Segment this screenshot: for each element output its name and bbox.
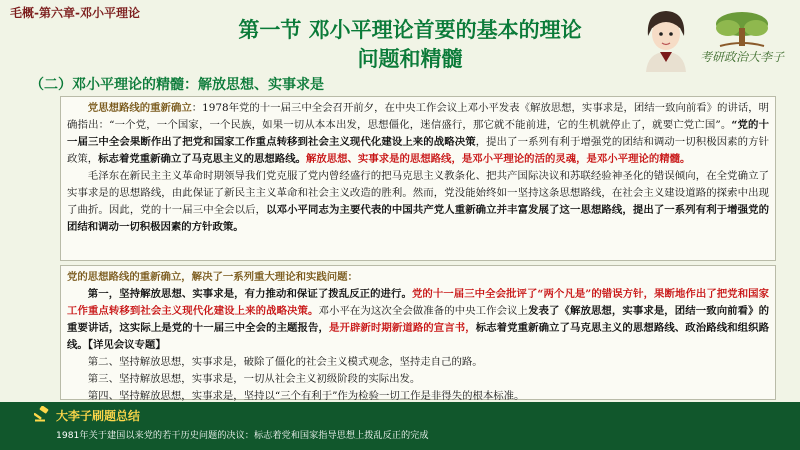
footer-text: 1981年关于建国以来党的若干历史问题的决议：标志着党和国家指导思想上拨乱反正的完成 [56, 430, 429, 441]
list-item-2: 第二、坚持解放思想，实事求是，破除了僵化的社会主义模式观念，坚持走自己的路。 [87, 356, 483, 368]
tree-icon [690, 10, 794, 50]
p1-text-d: 标志着党重新确立了马克思主义的思想路线。 [98, 153, 306, 165]
page-title [200, 16, 620, 74]
box2-heading-line [67, 269, 769, 286]
p2-text-b: 以邓小平同志为主要代表的中国共产党人重新确立并丰富发展了这一思想路线，提出了一系列有利于增强党的团结和调动一切积极因素的方针政策。 [67, 204, 770, 233]
content-box-problems-solved [60, 265, 776, 400]
brand-name: 考研政治大李子 [699, 50, 784, 64]
item1-text-d: 发表了《解放思想，实事求是，团结一致向前看》的重要讲话，这实际上是党的十一届三中全会的主题报告， [67, 305, 770, 334]
p1-text-a: ：1978年党的十一届三中全会召开前夕，在中央工作会议上邓小平发表《解放思想，实事求是，团结一致向前看》的讲话，明确指出：“一个党，一个国家，一个民族，如果一切从本本出发，思想僵化，迷信盛行，那它就不能前进，它的生机就停止了，就要亡党亡国”。 [67, 102, 769, 131]
paragraph-1 [67, 100, 769, 168]
summary-footer [0, 402, 800, 450]
item1-text-a: 第一，坚持解放思想、实事求是，有力推动和保证了拨乱反正的进行。 [87, 288, 412, 300]
list-item-3: 第三、坚持解放思想，实事求是，一切从社会主义初级阶段的实际出发。 [87, 373, 421, 385]
content-box-route-reestablished [60, 96, 776, 261]
presenter-avatar-icon [640, 6, 692, 72]
p2-text-a: 毛泽东在新民主主义革命时期领导我们党克服了党内曾经盛行的把马克思主义教条化、把共产国际决议和苏联经验神圣化的错误倾向，在全党确立了实事求是的思想路线，由此保证了新民主主义革命和社会主义改造的胜利。然而，党没能始终如一坚持这条思想路线，在社会主义建设道路的探索中出现了曲折。因此，党的十一届三中全会以后， [67, 170, 769, 216]
box2-heading-colon: ： [347, 271, 358, 283]
footer-title: 大李子刷题总结 [56, 409, 141, 423]
title-line-1: 第一节 邓小平理论首要的基本的理论 [238, 18, 582, 42]
title-line-2: 问题和精髓 [357, 47, 463, 71]
item1-text-f: 标志着党重新确立了马克思主义的思想路线、政治路线和组织路线。 [67, 322, 770, 351]
item1-text-c: 邓小平在为这次全会做准备的中央工作会议上 [318, 305, 529, 317]
gavel-icon [34, 406, 50, 422]
chapter-tag: 毛概-第六章-邓小平理论 [10, 6, 140, 20]
p1-text-c: ，提出了一系列有利于增强党的团结和调动一切积极因素的方针政策， [67, 136, 770, 165]
item1-text-e: 是开辟新时期新道路的宣言书， [328, 322, 476, 334]
p1-text-e: 解放思想、实事求是的思想路线，是邓小平理论的活的灵魂，是邓小平理论的精髓。 [305, 153, 691, 165]
brand-logo [690, 10, 794, 70]
box1-heading: 党思想路线的重新确立 [87, 102, 192, 114]
section-subtitle: （二）邓小平理论的精髓：解放思想、实事求是 [30, 77, 324, 93]
p1-text-b: “党的十一届三中全会果断作出了把党和国家工作重点转移到社会主义现代化建设上来的战略决策 [67, 119, 769, 148]
list-item-1 [67, 286, 769, 354]
paragraph-2 [67, 168, 769, 236]
list-item-4: 第四、坚持解放思想，实事求是，坚持以“三个有利于”作为检验一切工作是非得失的根本标准。 [87, 390, 525, 402]
item1-text-g: 【详见会议专题】 [87, 339, 166, 351]
box2-heading: 党的思想路线的重新确立，解决了一系列重大理论和实践问题 [67, 271, 348, 283]
item1-text-b: 党的十一届三中全会批评了“两个凡是”的错误方针，果断地作出了把党和国家工作重点转移到社会主义现代化建设上来的战略决策。 [67, 288, 770, 317]
